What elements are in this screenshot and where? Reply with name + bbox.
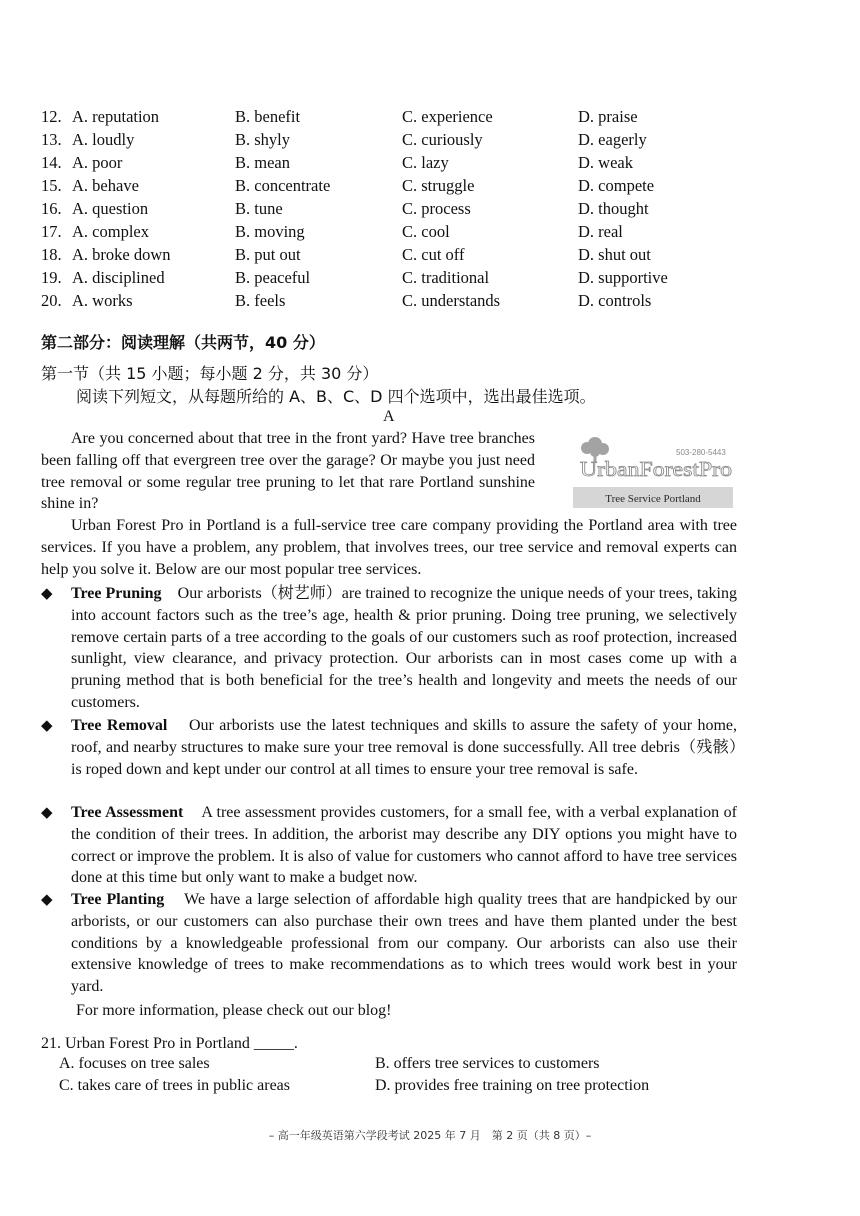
option-a: A. broke down: [72, 245, 171, 264]
service-text: Our arborists（树艺师）are trained to recognize the unique needs of your trees, taking into account factors such as the tree’s age, health & prior pruning. Doing tree pruning, we selectively remove certain parts of a tree according to the goals of our customers such as roof protection, increased sunlight, view clearance, and privacy protection. Our arborists can in most cases come up with a pruning method that is both beneficial for the tree’s health and longevity and meets the needs of our customers.: [71, 585, 738, 711]
logo-phone: 503-280-5443: [676, 448, 726, 457]
option-d: D. controls: [578, 291, 652, 310]
option-c: C. curiously: [402, 130, 483, 149]
urban-forest-pro-logo: [573, 432, 739, 508]
option-row-14: [41, 151, 801, 174]
option-d: D. shut out: [578, 245, 651, 264]
option-b: B. mean: [235, 153, 290, 172]
logo-caption: Tree Service Portland: [605, 493, 701, 505]
service-text: A tree assessment provides customers, for a small fee, with a verbal explanation of the condition of their trees. In addition, the arborist may describe any DIY options you might have to correct or improve the problem. It is also of value for customers who cannot afford to have tree services done at this time but only want to make a budget now.: [71, 804, 738, 887]
option-row-20: [41, 289, 801, 312]
option-c: C. traditional: [402, 268, 490, 287]
option-row-17: [41, 220, 801, 243]
cloze-options: [41, 105, 801, 312]
page-footer: – 高一年级英语第六学段考试 2025 年 7 月 第 2 页（共 8 页）–: [268, 1129, 592, 1142]
intro-text: Are you concerned about that tree in the front yard? Have tree branches been falling off that evergreen tree over the garage? Or maybe you just need tree removal or some regular tree pruning to let that rare Portland sunshine shine in?: [41, 430, 535, 513]
option-a: A. behave: [72, 176, 139, 195]
option-row-19: [41, 266, 801, 289]
option-d: D. real: [578, 222, 623, 241]
part-title: 第二部分：阅读理解（共两节，40 分）: [41, 333, 325, 352]
option-b: B. peaceful: [235, 268, 311, 287]
option-c: C. cool: [402, 222, 450, 241]
option-b: B. feels: [235, 291, 286, 310]
option-a: A. question: [72, 199, 149, 218]
service-tree-assessment: [41, 802, 737, 889]
more-info: For more information, please check out our blog!: [76, 1002, 392, 1019]
option-a: A. disciplined: [72, 268, 165, 287]
service-tree-planting: [41, 889, 737, 998]
question-21-stem: 21. Urban Forest Pro in Portland _____.: [41, 1035, 298, 1052]
question-number: 15.: [41, 176, 62, 195]
intro-paragraph: [41, 428, 535, 515]
question-number: 17.: [41, 222, 62, 241]
question-21-option-a: A. focuses on tree sales: [59, 1055, 210, 1072]
option-d: D. praise: [578, 107, 638, 126]
question-number: 18.: [41, 245, 62, 264]
option-a: A. complex: [72, 222, 149, 241]
service-text: Our arborists use the latest techniques and skills to assure the safety of your home, roof, and nearby structures to make sure your tree removal is done successfully. All tree debris（残骸）is roped down and kept under our control at all times to ensure your tree removal is safe.: [71, 717, 738, 778]
question-number: 16.: [41, 199, 62, 218]
question-number: 13.: [41, 130, 62, 149]
option-c: C. lazy: [402, 153, 449, 172]
option-d: D. supportive: [578, 268, 668, 287]
service-heading: Tree Planting: [71, 891, 165, 908]
diamond-bullet-icon: ◆: [41, 890, 53, 908]
option-a: A. reputation: [72, 107, 160, 126]
option-b: B. benefit: [235, 107, 301, 126]
option-row-12: [41, 105, 801, 128]
option-b: B. concentrate: [235, 176, 331, 195]
diamond-bullet-icon: ◆: [41, 716, 53, 734]
option-c: C. struggle: [402, 176, 475, 195]
passage-letter: A: [383, 408, 395, 425]
option-c: C. cut off: [402, 245, 465, 264]
option-row-16: [41, 197, 801, 220]
question-number: 19.: [41, 268, 62, 287]
option-c: C. experience: [402, 107, 493, 126]
option-b: B. put out: [235, 245, 301, 264]
question-number: 12.: [41, 107, 62, 126]
option-b: B. tune: [235, 199, 283, 218]
service-heading: Tree Assessment: [71, 804, 184, 821]
question-number: 14.: [41, 153, 62, 172]
diamond-bullet-icon: ◆: [41, 584, 53, 602]
service-heading: Tree Pruning: [71, 585, 162, 602]
option-a: A. works: [72, 291, 133, 310]
option-b: B. moving: [235, 222, 305, 241]
logo-name: UrbanForestPro: [580, 457, 732, 481]
paragraph-2: Urban Forest Pro in Portland is a full-service tree care company providing the Portland area with tree services. If you have a problem, any problem, that involves trees, our tree service and removal experts can help you solve it. Below are our most popular tree services.: [41, 517, 737, 578]
option-d: D. thought: [578, 199, 649, 218]
service-tree-pruning: [41, 583, 737, 714]
question-21-option-c: C. takes care of trees in public areas: [59, 1077, 291, 1094]
instruction: 阅读下列短文，从每题所给的 A、B、C、D 四个选项中，选出最佳选项。: [76, 387, 596, 406]
service-heading: Tree Removal: [71, 717, 168, 734]
option-d: D. compete: [578, 176, 655, 195]
option-row-18: [41, 243, 801, 266]
option-row-15: [41, 174, 801, 197]
question-21-option-d: D. provides free training on tree protection: [375, 1077, 650, 1094]
option-a: A. loudly: [72, 130, 135, 149]
option-b: B. shyly: [235, 130, 291, 149]
option-d: D. weak: [578, 153, 633, 172]
section-title: 第一节（共 15 小题；每小题 2 分，共 30 分）: [41, 364, 379, 383]
service-text: We have a large selection of affordable high quality trees that are handpicked by our arborists, or our customers can also purchase their own trees and have them planted under the best conditions by a knowledgeable professional from our company. Our arborists can also use their extensive knowledge of trees to make recommendations as to which trees would work best in your yard.: [71, 891, 737, 996]
option-row-13: [41, 128, 801, 151]
service-tree-removal: [41, 715, 737, 780]
option-a: A. poor: [72, 153, 123, 172]
question-number: 20.: [41, 291, 62, 310]
option-c: C. understands: [402, 291, 501, 310]
question-21-option-b: B. offers tree services to customers: [375, 1055, 600, 1072]
diamond-bullet-icon: ◆: [41, 803, 53, 821]
option-c: C. process: [402, 199, 471, 218]
option-d: D. eagerly: [578, 130, 647, 149]
